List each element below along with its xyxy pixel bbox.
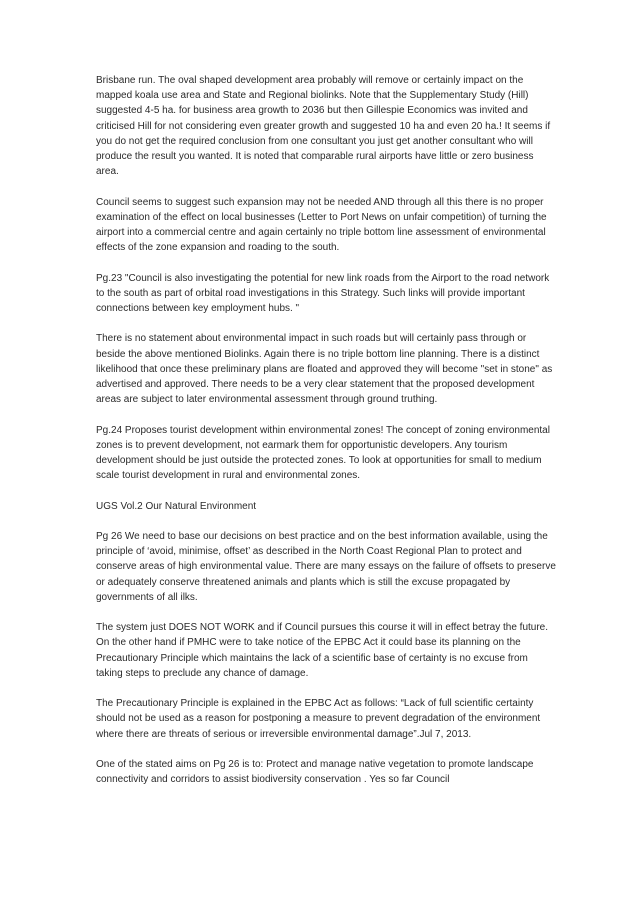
paragraph-brisbane-run: Brisbane run. The oval shaped development area probably will remove or certainly impact on the mapped koala use area and State and Regional biolinks. Note that the Supplementary Study (Hill) suggested 4-5 ha. for business area growth to 2036 but then Gillespie Economics was invited and criticised Hill for not considering even greater growth and suggested 10 ha and even 20 ha.! It seems if you do not get the required conclusion from one consultant you just get another consultant who will produce the result you wanted. It is noted that comparable rural airports have little or zero business area.: [96, 75, 551, 178]
paragraph-pg26-best-practice: Pg 26 We need to base our decisions on best practice and on the best information available, using the principle of ‘avoid, minimise, offset’ as described in the North Coast Regional Plan to protect and conserve areas of high environmental value. There are many essays on the failure of offsets to preserve or adequately conserve threatened animals and plants which is still the excuse propagated by governments of all ilks.: [96, 531, 556, 603]
paragraph-pg23-quote: Pg.23 "Council is also investigating the potential for new link roads from the Airport to the road network to the south as part of orbital road investigations in this Strategy. Such links will provide important connections between key employment hubs. ": [96, 272, 550, 315]
paragraph-environmental-impact: There is no statement about environmental impact in such roads but will certainly pass through or beside the above mentioned Biolinks. Again there is no triple bottom line planning. There is a distinct likelihood that once these preliminary plans are floated and approved they will become "set in stone" as advertised and approved. There needs to be a very clear statement that the proposed development areas are subject to later environmental assessment through ground truthing.: [96, 333, 553, 406]
paragraph-stated-aims: One of the stated aims on Pg 26 is to: Protect and manage native vegetation to promote landscape connectivity and corridors to assist biodiversity conservation . Yes so far Council: [96, 759, 534, 786]
paragraph-council-expansion: Council seems to suggest such expansion may not be needed AND through all this there is no proper examination of the effect on local businesses (Letter to Port News on unfair competition) of turning the airport into a commercial centre and again certainly no triple bottom line assessment of environmental effects of the zone expansion and roading to the south.: [96, 196, 547, 254]
paragraph-system-does-not-work: The system just DOES NOT WORK and if Council pursues this course it will in effect betray the future. On the other hand if PMHC were to take notice of the EPBC Act it could base its planning on the Precautionary Principle which maintains the lack of a scientific base of certainty is no excuse from taking steps to preclude any chance of damage.: [96, 622, 549, 679]
document-page: [96, 73, 556, 803]
section-heading-natural-environment: UGS Vol.2 Our Natural Environment: [96, 500, 257, 512]
paragraph-pg24-tourist: Pg.24 Proposes tourist development within environmental zones! The concept of zoning environmental zones is to prevent development, not earmark them for opportunistic developers. Any tourism development should be just outside the protected zones. To look at opportunities for small to medium scale tourist development in rural and environmental zones.: [96, 424, 550, 482]
paragraph-precautionary-principle: The Precautionary Principle is explained in the EPBC Act as follows: “Lack of full scientific certainty should not be used as a reason for postponing a measure to prevent degradation of the environment where there are threats of serious or irreversible environmental damage”.Jul 7, 2013.: [96, 698, 541, 740]
